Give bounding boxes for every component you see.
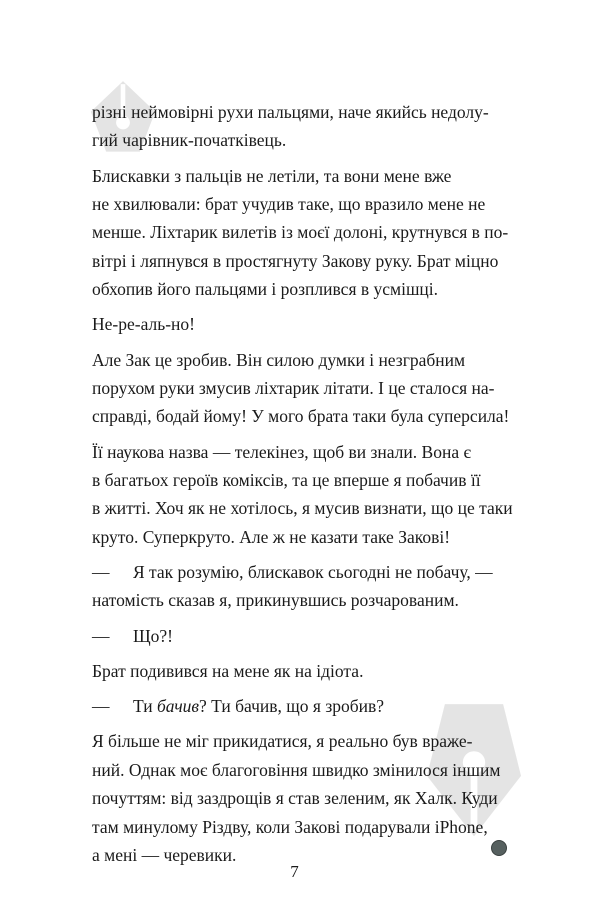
text-line: а мені — черевики. bbox=[92, 844, 237, 865]
text-line: обхопив його пальцями і розплився в усмішці. bbox=[92, 279, 439, 300]
paragraph bbox=[92, 98, 520, 155]
text-line: в багатьох героїв коміксів, та це вперше я побачив її bbox=[92, 470, 481, 491]
paragraph bbox=[92, 657, 520, 685]
text-line: менше. Ліхтарик вилетів із моєї долоні, крутнувся в по- bbox=[92, 222, 509, 243]
text-line: Я більше не міг прикидатися, я реально був враже- bbox=[92, 731, 473, 752]
text-part: Ти bbox=[133, 696, 157, 717]
text-part-italic: бачив bbox=[157, 696, 200, 717]
text-line: Але Зак це зробив. Він силою думки і незграбним bbox=[92, 349, 466, 370]
dialogue-dash: — bbox=[92, 562, 110, 583]
dialogue-dash: — bbox=[92, 625, 110, 646]
text-line: Її наукова назва — телекінез, щоб ви знали. Вона є bbox=[92, 441, 471, 462]
text-line: там минулому Різдву, коли Закові подарували iPhone, bbox=[92, 816, 488, 837]
text-line: ний. Однак моє благоговіння швидко змінилося іншим bbox=[92, 759, 501, 780]
text-line: різні неймовірні рухи пальцями, наче якийсь недолу- bbox=[92, 102, 489, 122]
text-part: ? Ти бачив, що я зробив? bbox=[199, 696, 385, 717]
text-line: гий чарівник-початківець. bbox=[92, 130, 287, 151]
dialogue-dash: — bbox=[92, 696, 110, 717]
publisher-seal-icon bbox=[491, 840, 507, 856]
text-line: в житті. Хоч як не хотілось, я мусив визнати, що це таки bbox=[92, 498, 513, 519]
text-line: справді, бодай йому! У мого брата таки була суперсила! bbox=[92, 406, 510, 427]
paragraph bbox=[92, 162, 520, 304]
text-line: Блискавки з пальців не летіли, та вони мене вже bbox=[92, 165, 452, 186]
paragraph bbox=[92, 346, 520, 431]
text-line: вітрі і ляпнувся в простягнуту Закову руку. Брат міцно bbox=[92, 250, 499, 271]
body-text bbox=[92, 98, 520, 876]
text-line: натомість сказав я, прикинувшись розчарованим. bbox=[92, 590, 459, 611]
text-line: Не-ре-аль-но! bbox=[92, 314, 195, 335]
text-line: Брат подивився на мене як на ідіота. bbox=[92, 660, 364, 681]
text-line: не хвилювали: брат учудив таке, що вразило мене не bbox=[92, 194, 486, 215]
text-line: круто. Суперкруто. Але ж не казати таке Закові! bbox=[92, 526, 451, 547]
text-line: порухом руки змусив ліхтарик літати. І це сталося на- bbox=[92, 378, 495, 399]
text-line: почуттям: від заздрощів я став зеленим, як Халк. Куди bbox=[92, 788, 498, 809]
dialogue-paragraph bbox=[92, 692, 520, 720]
text-line: Я так розумію, блискавок сьогодні не побачу, — bbox=[133, 562, 493, 583]
paragraph bbox=[92, 438, 520, 552]
paragraph bbox=[92, 727, 520, 869]
dialogue-paragraph bbox=[92, 558, 520, 615]
text-line: Що?! bbox=[133, 625, 173, 646]
page-number: 7 bbox=[290, 862, 299, 881]
dialogue-paragraph bbox=[92, 622, 520, 650]
paragraph bbox=[92, 310, 520, 338]
